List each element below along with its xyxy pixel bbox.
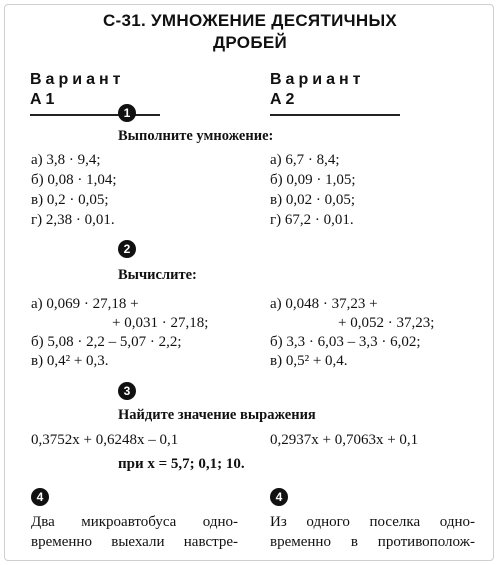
task-3-condition: при x = 5,7; 0,1; 10.: [118, 456, 245, 472]
task-2-heading: Вычислите:: [118, 267, 197, 283]
task-4-a2-number-badge: 4: [270, 488, 288, 506]
task-2-a2-item-a: а) 0,048 · 37,23 +: [270, 296, 378, 312]
task-1-a2-item-c: в) 0,02 · 0,05;: [270, 192, 355, 208]
task-2-a2-item-b: б) 3,3 · 6,03 – 3,3 · 6,02;: [270, 334, 421, 350]
task-1-a2-item-b: б) 0,09 · 1,05;: [270, 172, 356, 188]
task-4-a2-text-line-2: временно в противополож-: [270, 534, 475, 550]
task-1-a2-item-d: г) 67,2 · 0,01.: [270, 212, 354, 228]
task-3-heading: Найдите значение выражения: [118, 407, 316, 423]
task-2-a1-item-a: а) 0,069 · 27,18 +: [31, 296, 139, 312]
variant-a1-heading: Вариант А1: [30, 70, 160, 116]
task-2-a1-item-a-continued: + 0,031 · 27,18;: [112, 315, 209, 331]
task-4-a1-number-badge: 4: [31, 488, 49, 506]
task-3-a1-expression: 0,3752x + 0,6248x – 0,1: [31, 432, 179, 448]
task-3-a2-expression: 0,2937x + 0,7063x + 0,1: [270, 432, 419, 448]
task-2-number-badge: 2: [118, 240, 136, 258]
task-1-a1-item-b: б) 0,08 · 1,04;: [31, 172, 117, 188]
task-2-a1-item-b: б) 5,08 · 2,2 – 5,07 · 2,2;: [31, 334, 182, 350]
task-4-a1-text-line-1: Два микроавтобуса одно-: [31, 514, 238, 530]
page-title-line-2: ДРОБЕЙ: [212, 33, 288, 52]
variant-a2-heading: Вариант А2: [270, 70, 400, 116]
task-4-a2-text-line-1: Из одного поселка одно-: [270, 514, 475, 530]
task-1-a1-item-a: а) 3,8 · 9,4;: [31, 152, 101, 168]
task-2-a2-item-c: в) 0,5² + 0,4.: [270, 353, 348, 369]
task-1-a1-item-c: в) 0,2 · 0,05;: [31, 192, 109, 208]
task-3-number-badge: 3: [118, 382, 136, 400]
task-2-a1-item-c: в) 0,4² + 0,3.: [31, 353, 109, 369]
task-2-a2-item-a-continued: + 0,052 · 37,23;: [338, 315, 435, 331]
page-title-line-1: С-31. УМНОЖЕНИЕ ДЕСЯТИЧНЫХ: [102, 11, 398, 30]
task-4-a1-text-line-2: временно выехали навстре-: [31, 534, 238, 550]
task-1-a1-item-d: г) 2,38 · 0,01.: [31, 212, 115, 228]
task-1-heading: Выполните умножение:: [118, 128, 274, 144]
task-1-number-badge: 1: [118, 104, 136, 122]
task-1-a2-item-a: а) 6,7 · 8,4;: [270, 152, 340, 168]
